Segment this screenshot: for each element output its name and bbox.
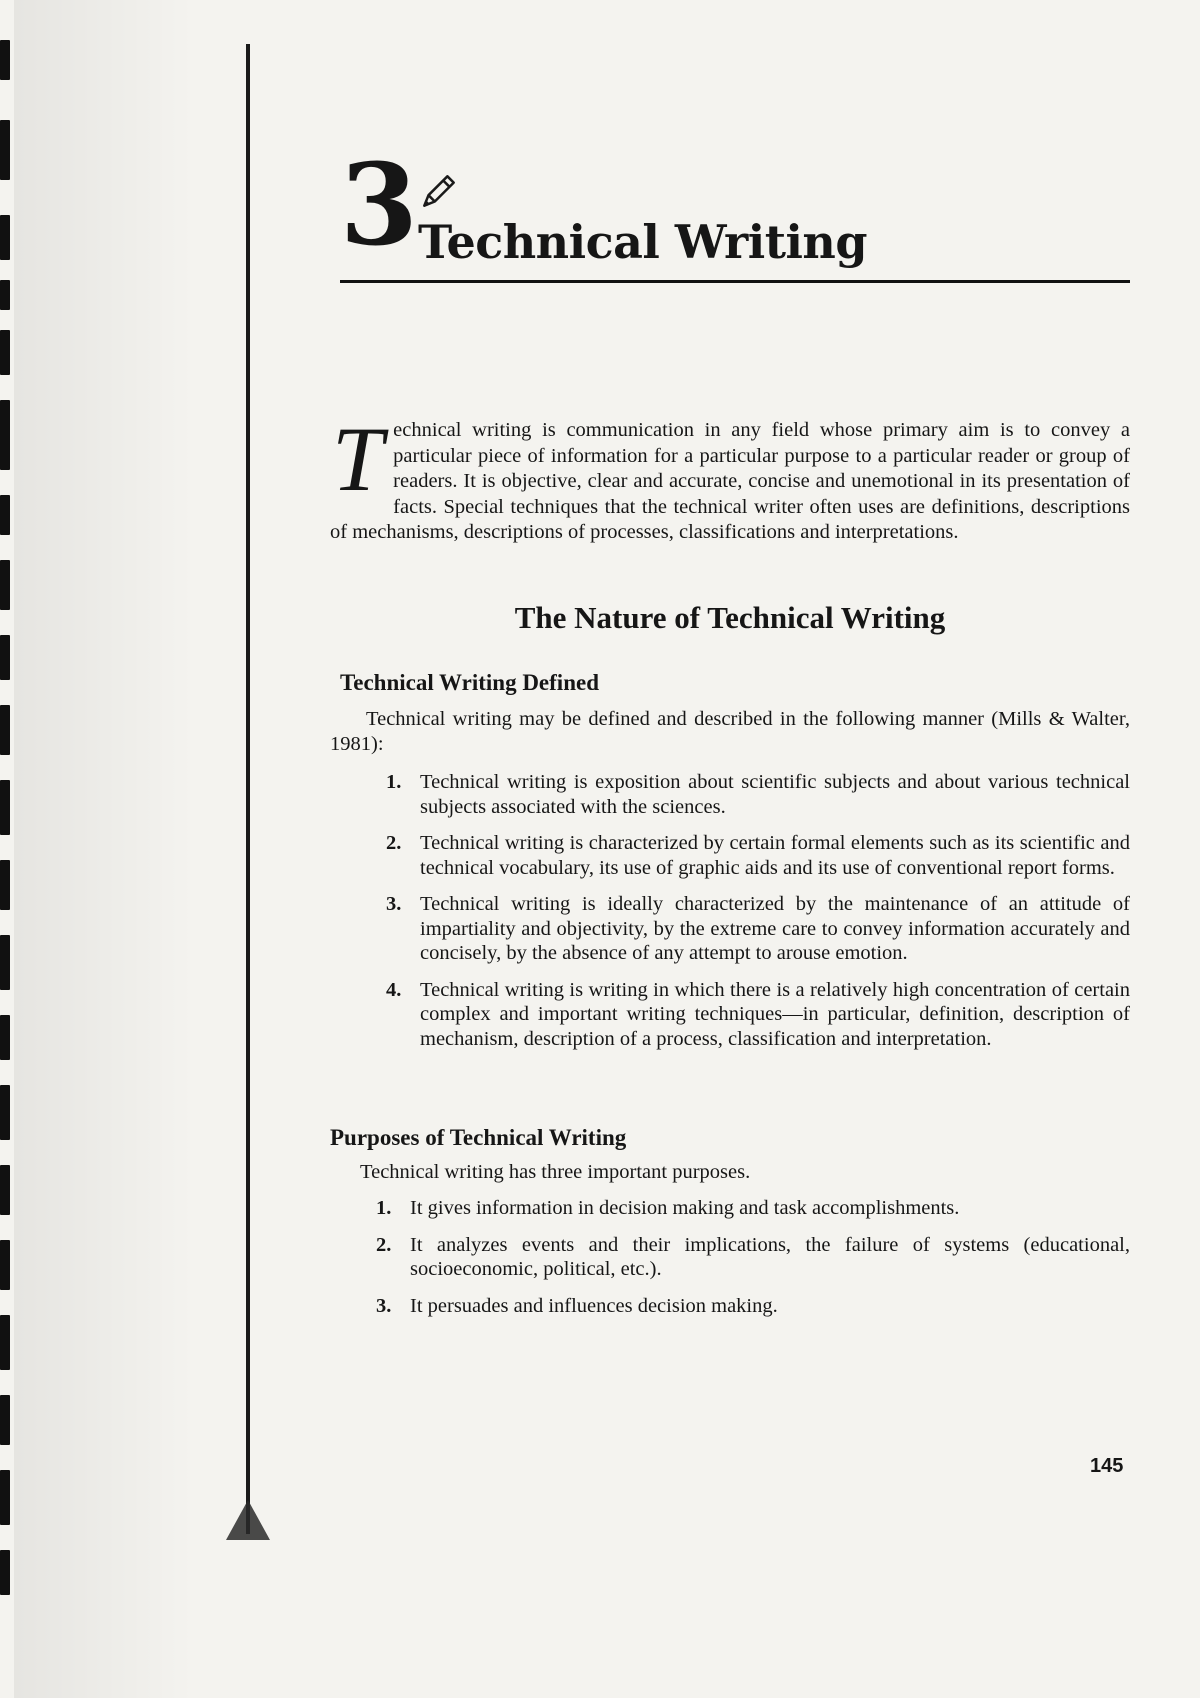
list-item: 3. Technical writing is ideally characterized by the maintenance of an attitude of impartiality and objectivity, by the extreme care to convey information accurately and concisely, by the absence of any attempt to arouse emotion.: [386, 893, 1130, 964]
page-spine-line: [246, 44, 250, 1534]
drop-cap: T: [332, 408, 384, 510]
page-spine-foot: [226, 1500, 270, 1540]
chapter-title: Technical Writing: [418, 215, 868, 269]
chapter-rule: [340, 280, 1130, 283]
list-item: 2. It analyzes events and their implications, the failure of systems (educational, socioeconomic, political, etc.).: [376, 1233, 1130, 1280]
purposes-lead: Technical writing has three important purposes.: [360, 1161, 751, 1183]
section-title: The Nature of Technical Writing: [514, 600, 946, 635]
purposes-heading: Purposes of Technical Writing: [330, 1125, 627, 1150]
scan-shadow: [14, 0, 194, 1698]
list-item: 1. Technical writing is exposition about scientific subjects and about various technical subjects associated with the sciences.: [386, 771, 1130, 818]
binding-marks: [0, 40, 12, 1640]
defined-list: [386, 770, 1130, 1051]
page: [330, 0, 1130, 1698]
list-item: 4. Technical writing is writing in which there is a relatively high concentration of certain complex and important writing techniques—in particular, definition, description of mechanism, description of a process, classification and interpretation.: [386, 978, 1130, 1050]
list-item: 2. Technical writing is characterized by certain formal elements such as its scientific and technical vocabulary, its use of graphic aids and its use of conventional report forms.: [386, 832, 1130, 879]
purposes-list: [376, 1196, 1130, 1318]
chapter-header: [340, 140, 1130, 285]
defined-lead: Technical writing may be defined and described in the following manner (Mills & Walter, 1981):: [330, 708, 1130, 755]
pencil-icon: [418, 170, 460, 212]
page-number: 145: [1090, 1455, 1124, 1477]
chapter-number: 3: [340, 140, 418, 271]
list-item: 1. It gives information in decision making and task accomplishments.: [376, 1197, 960, 1219]
intro-paragraph: [330, 408, 1130, 546]
intro-text: echnical writing is communication in any field whose primary aim is to convey a particular piece of information for a particular purpose to a particular reader or group of readers. It is objective, clear and accurate, concise and unemotional in its presentation of facts. Special techniques that the technical writer often uses are definitions, descriptions of mechanisms, descriptions of processes, classifications and interpretations.: [330, 419, 1130, 543]
list-item: 3. It persuades and influences decision making.: [376, 1294, 778, 1317]
defined-heading: Technical Writing Defined: [340, 670, 599, 695]
